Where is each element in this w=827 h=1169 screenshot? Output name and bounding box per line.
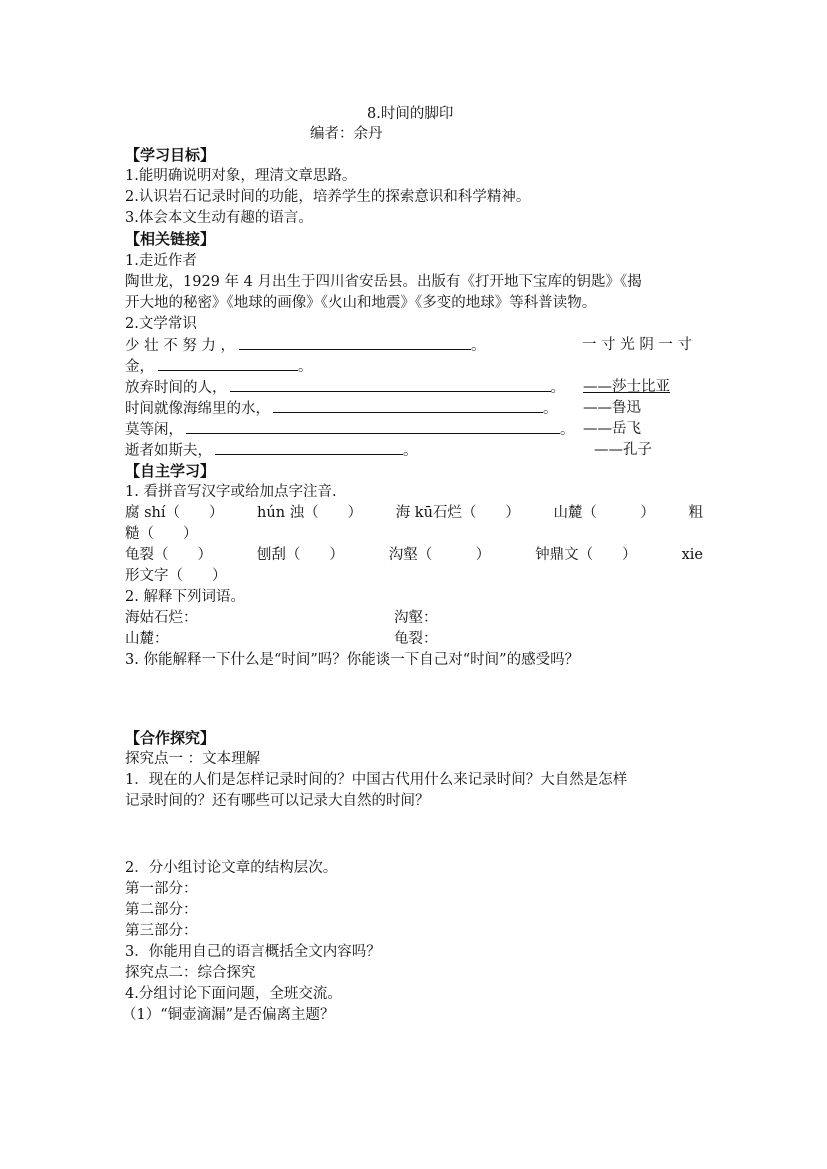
pinyin-item: 糙（ ） [125, 526, 198, 542]
sub-question: （1）“铜壶滴漏”是否偏离主题？ [122, 1007, 335, 1023]
fill-in-blank[interactable] [230, 377, 551, 392]
section-heading-objectives: 【学习目标】 [125, 146, 216, 164]
pinyin-item: 钟鼎文（ ） [535, 547, 637, 563]
inquiry-point: 探究点二：综合探究 [125, 965, 256, 981]
section-heading-self-study: 【自主学习】 [125, 462, 216, 480]
quote-row [125, 377, 565, 398]
question: 3. 你能解释一下什么是“时间”吗？你能谈一下自己对“时间”的感受吗？ [125, 652, 580, 668]
quote-row [125, 398, 558, 419]
quote-tail: 一 寸 光 阴 一 寸 [582, 337, 693, 353]
subheading-literary-knowledge: 2.文学常识 [125, 316, 197, 332]
term-label: 龟裂： [394, 631, 438, 647]
quote-prefix: 金， [125, 359, 154, 375]
part-label: 第三部分： [125, 923, 198, 939]
pinyin-item: 海 kū石烂（ ） [395, 505, 520, 521]
question: 2．分小组讨论文章的结构层次。 [125, 860, 338, 876]
term-label: 山麓： [125, 631, 169, 647]
term-label: 沟壑： [394, 610, 438, 626]
fill-in-blank[interactable] [158, 356, 298, 371]
pinyin-item: 龟裂（ ） [125, 547, 212, 563]
quote-suffix: 。 [403, 443, 418, 459]
subheading-author: 1.走近作者 [125, 253, 197, 269]
question: 记录时间的？还有哪些可以记录大自然的时间？ [125, 793, 430, 809]
quote-suffix: 。 [471, 338, 486, 354]
section-heading-cooperation: 【合作探究】 [125, 729, 216, 747]
document-title: 8.时间的脚印 [367, 106, 454, 122]
pinyin-row [125, 503, 703, 523]
pinyin-item: 形文字（ ） [125, 568, 227, 584]
quote-prefix: 时间就像海绵里的水， [125, 401, 270, 417]
quote-suffix: 。 [550, 380, 565, 396]
question: 2. 解释下列词语。 [125, 589, 245, 605]
quote-attribution: ——岳飞 [583, 421, 641, 437]
part-label: 第二部分： [125, 902, 198, 918]
objective-item: 2.认识岩石记录时间的功能，培养学生的探索意识和科学精神。 [125, 189, 531, 205]
pinyin-item: 腐 shí（ ） [125, 505, 224, 521]
quote-prefix: 少 壮 不 努 力 ， [125, 338, 236, 354]
quote-attribution: ——莎士比亚 [583, 379, 670, 395]
pinyin-item: xie [681, 547, 703, 563]
pinyin-item: 沟壑（ ） [388, 547, 491, 563]
objective-item: 1.能明确说明对象，理清文章思路。 [125, 168, 357, 184]
quote-attribution: ——鲁迅 [583, 400, 641, 416]
quote-suffix: 。 [298, 359, 313, 375]
quote-row [125, 440, 418, 461]
fill-in-blank[interactable] [273, 398, 543, 413]
quote-prefix: 放弃时间的人， [125, 380, 227, 396]
pinyin-item: 山麓（ ） [553, 505, 655, 521]
question: 4.分组讨论下面问题，全班交流。 [125, 986, 342, 1002]
question: 1. 看拼音写汉字或给加点字注音. [125, 484, 337, 500]
author-bio-line: 陶世龙，1929 年 4 月出生于四川省安岳县。出版有《打开地下宝库的钥匙》《揭 [125, 274, 642, 290]
fill-in-blank[interactable] [239, 335, 471, 350]
quote-prefix: 莫等闲， [125, 422, 183, 438]
pinyin-row [125, 545, 703, 565]
quote-suffix: 。 [560, 422, 575, 438]
pinyin-item: 粗 [688, 505, 703, 521]
question: 3．你能用自己的语言概括全文内容吗？ [125, 944, 381, 960]
fill-in-blank[interactable] [186, 419, 560, 434]
quote-suffix: 。 [543, 401, 558, 417]
question: 1．现在的人们是怎样记录时间的？中国古代用什么来记录时间？大自然是怎样 [125, 772, 628, 788]
quote-row [125, 335, 486, 356]
term-label: 海姑石烂： [125, 610, 198, 626]
quote-row [125, 419, 575, 440]
pinyin-item: 刨刮（ ） [256, 547, 344, 563]
document-author: 编者：余丹 [310, 126, 383, 142]
inquiry-point: 探究点一 ：文本理解 [125, 751, 261, 767]
pinyin-item: hún 浊（ ） [257, 505, 363, 521]
quote-row [125, 356, 313, 377]
part-label: 第一部分： [125, 881, 198, 897]
quote-attribution: ——孔子 [594, 442, 652, 458]
author-bio-line: 开大地的秘密》《地球的画像》《火山和地震》《多变的地球》等科普读物。 [125, 295, 597, 311]
section-heading-links: 【相关链接】 [125, 230, 216, 248]
quote-prefix: 逝者如斯夫， [125, 443, 212, 459]
fill-in-blank[interactable] [215, 440, 403, 455]
objective-item: 3.体会本文生动有趣的语言。 [125, 210, 313, 226]
